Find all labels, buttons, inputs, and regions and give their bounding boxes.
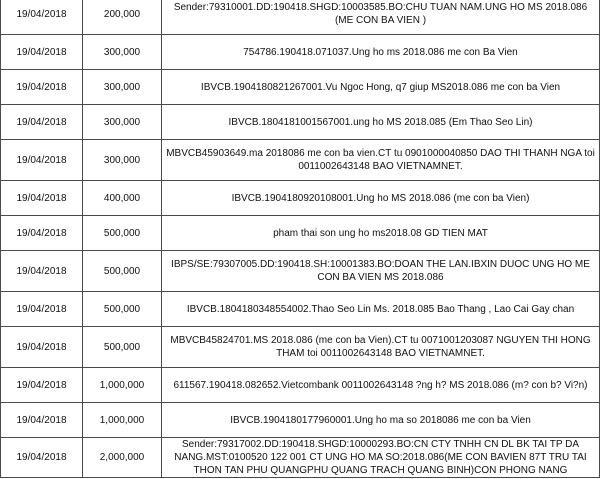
amount-cell: 300,000 (83, 105, 162, 140)
description-cell: MBVCB45824701.MS 2018.086 (me con ba Vien).CT tu 0071001203087 NGUYEN THI HONG THAM toi 0011002643148 BAO VIETNAMNET. (162, 327, 600, 368)
table-row (1, 327, 600, 368)
date-cell: 19/04/2018 (1, 292, 83, 327)
amount-cell: 500,000 (83, 216, 162, 251)
date-cell: 19/04/2018 (1, 368, 83, 403)
description-cell: IBVCB.1804181001567001.ung ho MS 2018.085 (Em Thao Seo Lin) (162, 105, 600, 140)
date-cell: 19/04/2018 (1, 327, 83, 368)
amount-cell: 500,000 (83, 292, 162, 327)
description-cell: IBVCB.1804180348554002.Thao Seo Lin Ms. 2018.085 Bao Thang , Lao Cai Gay chan (162, 292, 600, 327)
date-cell: 19/04/2018 (1, 140, 83, 181)
table-row (1, 438, 600, 478)
description-cell: 754786.190418.071037.Ung ho ms 2018.086 me con Ba Vien (162, 35, 600, 70)
table-row (1, 368, 600, 403)
date-cell: 19/04/2018 (1, 181, 83, 216)
amount-cell: 1,000,000 (83, 403, 162, 438)
description-cell: Sender:79310001.DD:190418.SHGD:10003585.BO:CHU TUAN NAM.UNG HO MS 2018.086 (ME CON BA VIEN ) (162, 0, 600, 35)
date-cell: 19/04/2018 (1, 216, 83, 251)
table-row (1, 403, 600, 438)
table-row (1, 35, 600, 70)
amount-cell: 300,000 (83, 70, 162, 105)
amount-cell: 2,000,000 (83, 438, 162, 478)
amount-cell: 500,000 (83, 251, 162, 292)
amount-cell: 200,000 (83, 0, 162, 35)
table-row (1, 251, 600, 292)
date-cell: 19/04/2018 (1, 251, 83, 292)
date-cell: 19/04/2018 (1, 105, 83, 140)
table-row (1, 70, 600, 105)
description-cell: IBPS/SE:79307005.DD:190418.SH:10001383.BO:DOAN THE LAN.IBXIN DUOC UNG HO ME CON BA VIEN MS 2018.086 (162, 251, 600, 292)
date-cell: 19/04/2018 (1, 403, 83, 438)
table-row (1, 140, 600, 181)
date-cell: 19/04/2018 (1, 70, 83, 105)
description-cell: IBVCB.1904180821267001.Vu Ngoc Hong, q7 giup MS2018.086 me con ba Vien (162, 70, 600, 105)
amount-cell: 1,000,000 (83, 368, 162, 403)
amount-cell: 300,000 (83, 140, 162, 181)
amount-cell: 300,000 (83, 35, 162, 70)
table-row (1, 181, 600, 216)
amount-cell: 400,000 (83, 181, 162, 216)
table-row (1, 105, 600, 140)
date-cell: 19/04/2018 (1, 35, 83, 70)
date-cell: 19/04/2018 (1, 438, 83, 478)
table-row (1, 0, 600, 35)
table-row (1, 292, 600, 327)
table-row (1, 216, 600, 251)
description-cell: IBVCB.1904180177960001.Ung ho ma so 2018086 me con ba Vien (162, 403, 600, 438)
description-cell: pham thai son ung ho ms2018.08 GD TIEN MAT (162, 216, 600, 251)
description-cell: MBVCB45903649.ma 2018086 me con ba vien.CT tu 0901000040850 DAO THI THANH NGA toi 0011002643148 BAO VIETNAMNET. (162, 140, 600, 181)
date-cell: 19/04/2018 (1, 0, 83, 35)
description-cell: Sender:79317002.DD:190418.SHGD:10000293.BO:CN CTY TNHH CN DL BK TAI TP DA NANG.MST:0100520 122 001 CT UNG HO MA SO:2018.086(ME CON BAVIEN 87T TRU TAI THON TAN PHU QUANGPHU QUANG TRACH QUANG BINH)CON PHONG NANG (162, 438, 600, 478)
description-cell: 611567.190418.082652.Vietcombank 0011002643148 ?ng h? MS 2018.086 (m? con b? Vi?n) (162, 368, 600, 403)
description-cell: IBVCB.1904180920108001.Ung ho MS 2018.086 (me con ba Vien) (162, 181, 600, 216)
amount-cell: 500,000 (83, 327, 162, 368)
